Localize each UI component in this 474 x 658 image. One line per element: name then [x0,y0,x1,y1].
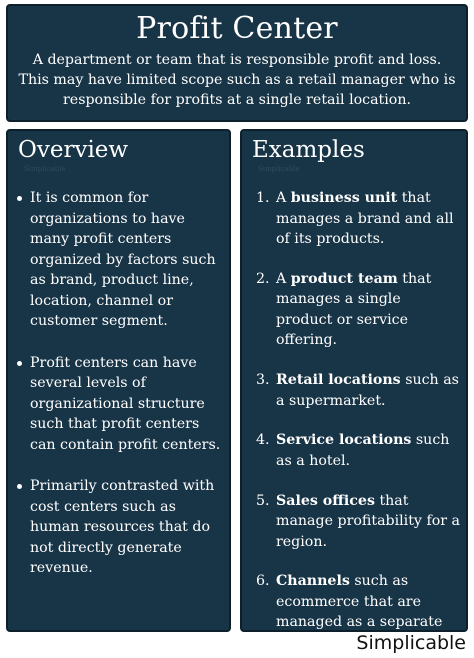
overview-item [8,353,229,456]
page-description: A department or team that is responsible profit and loss. This may have limited scope such as a retail manager who is responsible for profits at a single retail location. [18,52,456,108]
example-number: 2. [256,270,270,287]
example-item [242,491,466,553]
example-term: Channels [276,573,350,590]
overview-item-text: It is common for organizations to have many profit centers organized by factors such as brand, product line, location, channel or customer segment. [30,190,216,329]
example-post: that manages a brand and all of its products. [276,190,454,247]
example-number: 6. [256,573,270,590]
examples-list [242,188,466,653]
overview-panel [6,129,231,632]
example-post: such as ecommerce that are managed as a separate business unit. [276,573,443,651]
example-item [242,188,466,250]
example-term: product team [290,270,398,287]
example-number: 4. [256,432,270,449]
overview-item [8,476,229,579]
example-post: such as a hotel. [276,432,450,469]
examples-watermark: Simplicable [258,165,300,173]
example-term: Sales offices [276,492,375,509]
bullet-icon [17,196,22,201]
example-term: Service locations [276,432,412,449]
overview-list [8,188,229,579]
examples-panel [240,129,468,651]
example-post: that manages a single product or service offering. [276,270,432,349]
example-number: 1. [256,190,270,206]
example-number: 3. [256,372,270,389]
overview-item-text: Profit centers can have several levels of organizational structure such that profit centers can contain profit centers. [30,354,221,453]
example-post: that manage profitability for a region. [276,492,460,550]
overview-item [8,188,229,332]
bullet-icon [17,484,22,489]
bullet-icon [17,361,22,366]
example-item [242,430,466,471]
example-term: business unit [290,190,398,206]
examples-title: Examples [252,137,365,163]
brand-logo: Simplicable [356,632,466,654]
overview-watermark: Simplicable [24,165,66,173]
overview-item-text: Primarily contrasted with cost centers such as human resources that do not directly generate revenue. [30,478,215,576]
overview-title: Overview [18,137,129,163]
page-title: Profit Center [136,11,338,46]
example-post: such as a supermarket. [276,372,459,409]
example-item [242,269,466,351]
example-item [242,370,466,411]
example-term: Retail locations [276,372,401,389]
example-pre: A [276,190,291,206]
example-pre: A [276,270,291,287]
header-panel [6,4,468,122]
example-number: 5. [256,492,270,509]
